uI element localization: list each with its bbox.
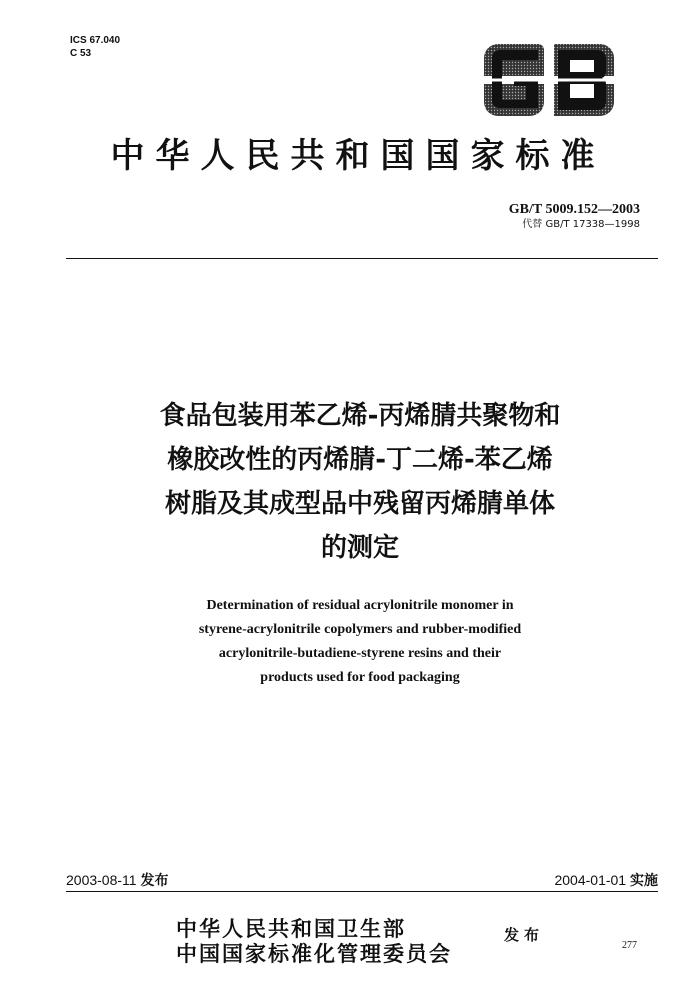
title-english bbox=[60, 594, 660, 690]
ccs-code: C 53 bbox=[70, 48, 92, 59]
title-en-line: Determination of residual acrylonitrile monomer in bbox=[206, 598, 514, 613]
issue-label: 发布 bbox=[140, 872, 169, 888]
issuing-authorities bbox=[176, 916, 452, 966]
title-zh-line: 食品包装用苯乙烯-丙烯腈共聚物和 bbox=[159, 401, 561, 431]
issue-date-line bbox=[66, 870, 168, 890]
replaced-standard: 代替 GB/T 17338—1998 bbox=[522, 219, 640, 230]
gb-logo bbox=[478, 40, 620, 120]
title-en-line: styrene-acrylonitrile copolymers and rubber-modified bbox=[198, 622, 522, 637]
title-en-line: products used for food packaging bbox=[260, 670, 460, 685]
title-zh-line: 的测定 bbox=[320, 533, 399, 563]
title-en-line: acrylonitrile-butadiene-styrene resins and their bbox=[218, 646, 502, 661]
title-chinese bbox=[60, 394, 660, 570]
top-divider bbox=[66, 258, 658, 259]
title-zh-line: 树脂及其成型品中残留丙烯腈单体 bbox=[164, 489, 555, 519]
ics-code: ICS 67.040 bbox=[70, 35, 121, 46]
issuer-standardization-administration: 中国国家标准化管理委员会 bbox=[176, 941, 452, 966]
standard-code: GB/T 5009.152—2003 bbox=[508, 202, 640, 217]
classification-codes bbox=[70, 34, 120, 60]
issued-label: 发布 bbox=[504, 926, 545, 944]
issuer-ministry-of-health: 中华人民共和国卫生部 bbox=[176, 916, 406, 941]
implement-date: 2004-01-01 bbox=[554, 872, 627, 888]
issue-date: 2003-08-11 bbox=[66, 872, 137, 888]
implement-label: 实施 bbox=[630, 872, 658, 888]
page-number: 277 bbox=[622, 940, 637, 951]
logo-text: GB bbox=[549, 86, 551, 87]
title-zh-line: 橡胶改性的丙烯腈-丁二烯-苯乙烯 bbox=[167, 445, 553, 475]
standard-name: 中华人民共和国国家标准 bbox=[110, 136, 606, 176]
bottom-divider bbox=[66, 891, 658, 892]
implement-date-line bbox=[554, 870, 658, 890]
